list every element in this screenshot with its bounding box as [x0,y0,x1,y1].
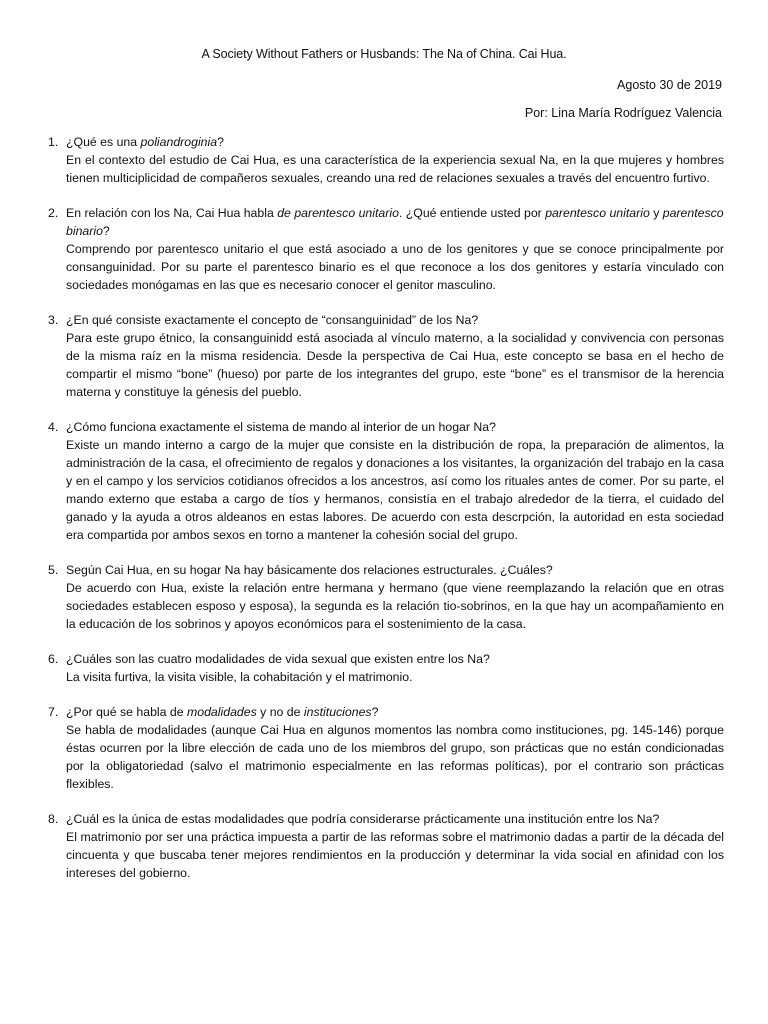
question-item-1 [48,133,724,187]
question-item-3 [48,311,724,401]
question-text: En relación con los Na, Cai Hua habla de parentesco unitario. ¿Qué entiende usted por parentesco unitario y parentesco binario? [66,206,724,238]
question-number: 5. [48,563,59,577]
question-item-5 [48,561,724,633]
question-text: ¿Cómo funciona exactamente el sistema de mando al interior de un hogar Na? [66,420,496,434]
answer-text: Se habla de modalidades (aunque Cai Hua en algunos momentos las nombra como instituciones, pg. 145-146) porque éstas ocurren por la libre elección de cada uno de los miembros del grupo, son prácticas que no están condicionadas por la obligatoriedad (salvo el matrimonio especialmente en las reformas políticas), por el contrario son prácticas flexibles. [66,723,724,791]
question-item-2 [48,204,724,294]
question-number: 6. [48,652,59,666]
question-text: ¿Qué es una poliandroginia? [66,135,224,149]
question-list [48,133,724,899]
answer-text: En el contexto del estudio de Cai Hua, es una característica de la experiencia sexual Na, en la que mujeres y hombres tienen multiciplicidad de compañeros sexuales, creando una red de relaciones sexuales a través del encuentro furtivo. [66,153,724,185]
question-item-4 [48,418,724,544]
document-title: A Society Without Fathers or Husbands: The Na of China. Cai Hua. [201,47,567,61]
question-number: 2. [48,206,59,220]
document-author: Por: Lina María Rodríguez Valencia [524,106,722,120]
question-number: 4. [48,420,59,434]
question-number: 7. [48,705,59,719]
question-number: 3. [48,313,59,327]
question-text: ¿Por qué se habla de modalidades y no de instituciones? [66,705,379,719]
question-item-8 [48,810,724,882]
question-number: 1. [48,135,59,149]
answer-text: La visita furtiva, la visita visible, la cohabitación y el matrimonio. [66,670,413,684]
answer-text: El matrimonio por ser una práctica impuesta a partir de las reformas sobre el matrimonio dadas a partir de la década del cincuenta y que buscaba tener mejores rendimientos en la producción y determinar la vida social en afinidad con los intereses del gobierno. [66,830,724,880]
question-item-6 [48,650,724,686]
answer-text: Comprendo por parentesco unitario el que está asociado a uno de los genitores y que se conoce principalmente por consanguinidad. Por su parte el parentesco binario es el que reconoce a los dos genitores y estaría vinculado con sociedades monógamas en las que es necesario conocer el genitor masculino. [66,242,724,292]
question-text: ¿Cuál es la única de estas modalidades que podría considerarse prácticamente una institución entre los Na? [66,812,660,826]
answer-text: Para este grupo étnico, la consanguinidd está asociada al vínculo materno, a la socialidad y convivencia con personas de la misma raíz en la misma residencia. Desde la perspectiva de Cai Hua, este concepto se basa en el hecho de compartir el mismo “bone” (hueso) por parte de los integrantes del grupo, este “bone” es el transmisor de la herencia materna y constituye la génesis del pueblo. [66,331,724,399]
answer-text: Existe un mando interno a cargo de la mujer que consiste en la distribución de ropa, la preparación de alimentos, la administración de la casa, el ofrecimiento de regalos y donaciones a los visitantes, la organización del trabajo en la casa y en el campo y los servicios cotidianos ofrecidos a los ancestros, así como los rituales antes de comer. Por su parte, el mando externo que estaba a cargo de tíos y hermanos, consistía en el trabajo alrededor de la tierra, el cuidado del ganado y la ayuda a otros aldeanos en estas labores. De acuerdo con esta descrpción, la autoridad en esta sociedad era compartida por ambos sexos en torno a mantener la cohesión social del grupo. [66,438,724,542]
question-item-7 [48,703,724,793]
answer-text: De acuerdo con Hua, existe la relación entre hermana y hermano (que viene reemplazando la relación que en otras sociedades establecen esposo y esposa), la segunda es la relación tio-sobrinos, en la que hay un acompañamiento en la educación de los sobrinos y apoyos económicos para el sostenimiento de la casa. [66,581,724,631]
question-number: 8. [48,812,59,826]
question-text: Según Cai Hua, en su hogar Na hay básicamente dos relaciones estructurales. ¿Cuáles? [66,563,553,577]
document-date: Agosto 30 de 2019 [617,78,722,92]
question-text: ¿Cuáles son las cuatro modalidades de vida sexual que existen entre los Na? [66,652,490,666]
question-text: ¿En qué consiste exactamente el concepto de “consanguinidad” de los Na? [66,313,479,327]
